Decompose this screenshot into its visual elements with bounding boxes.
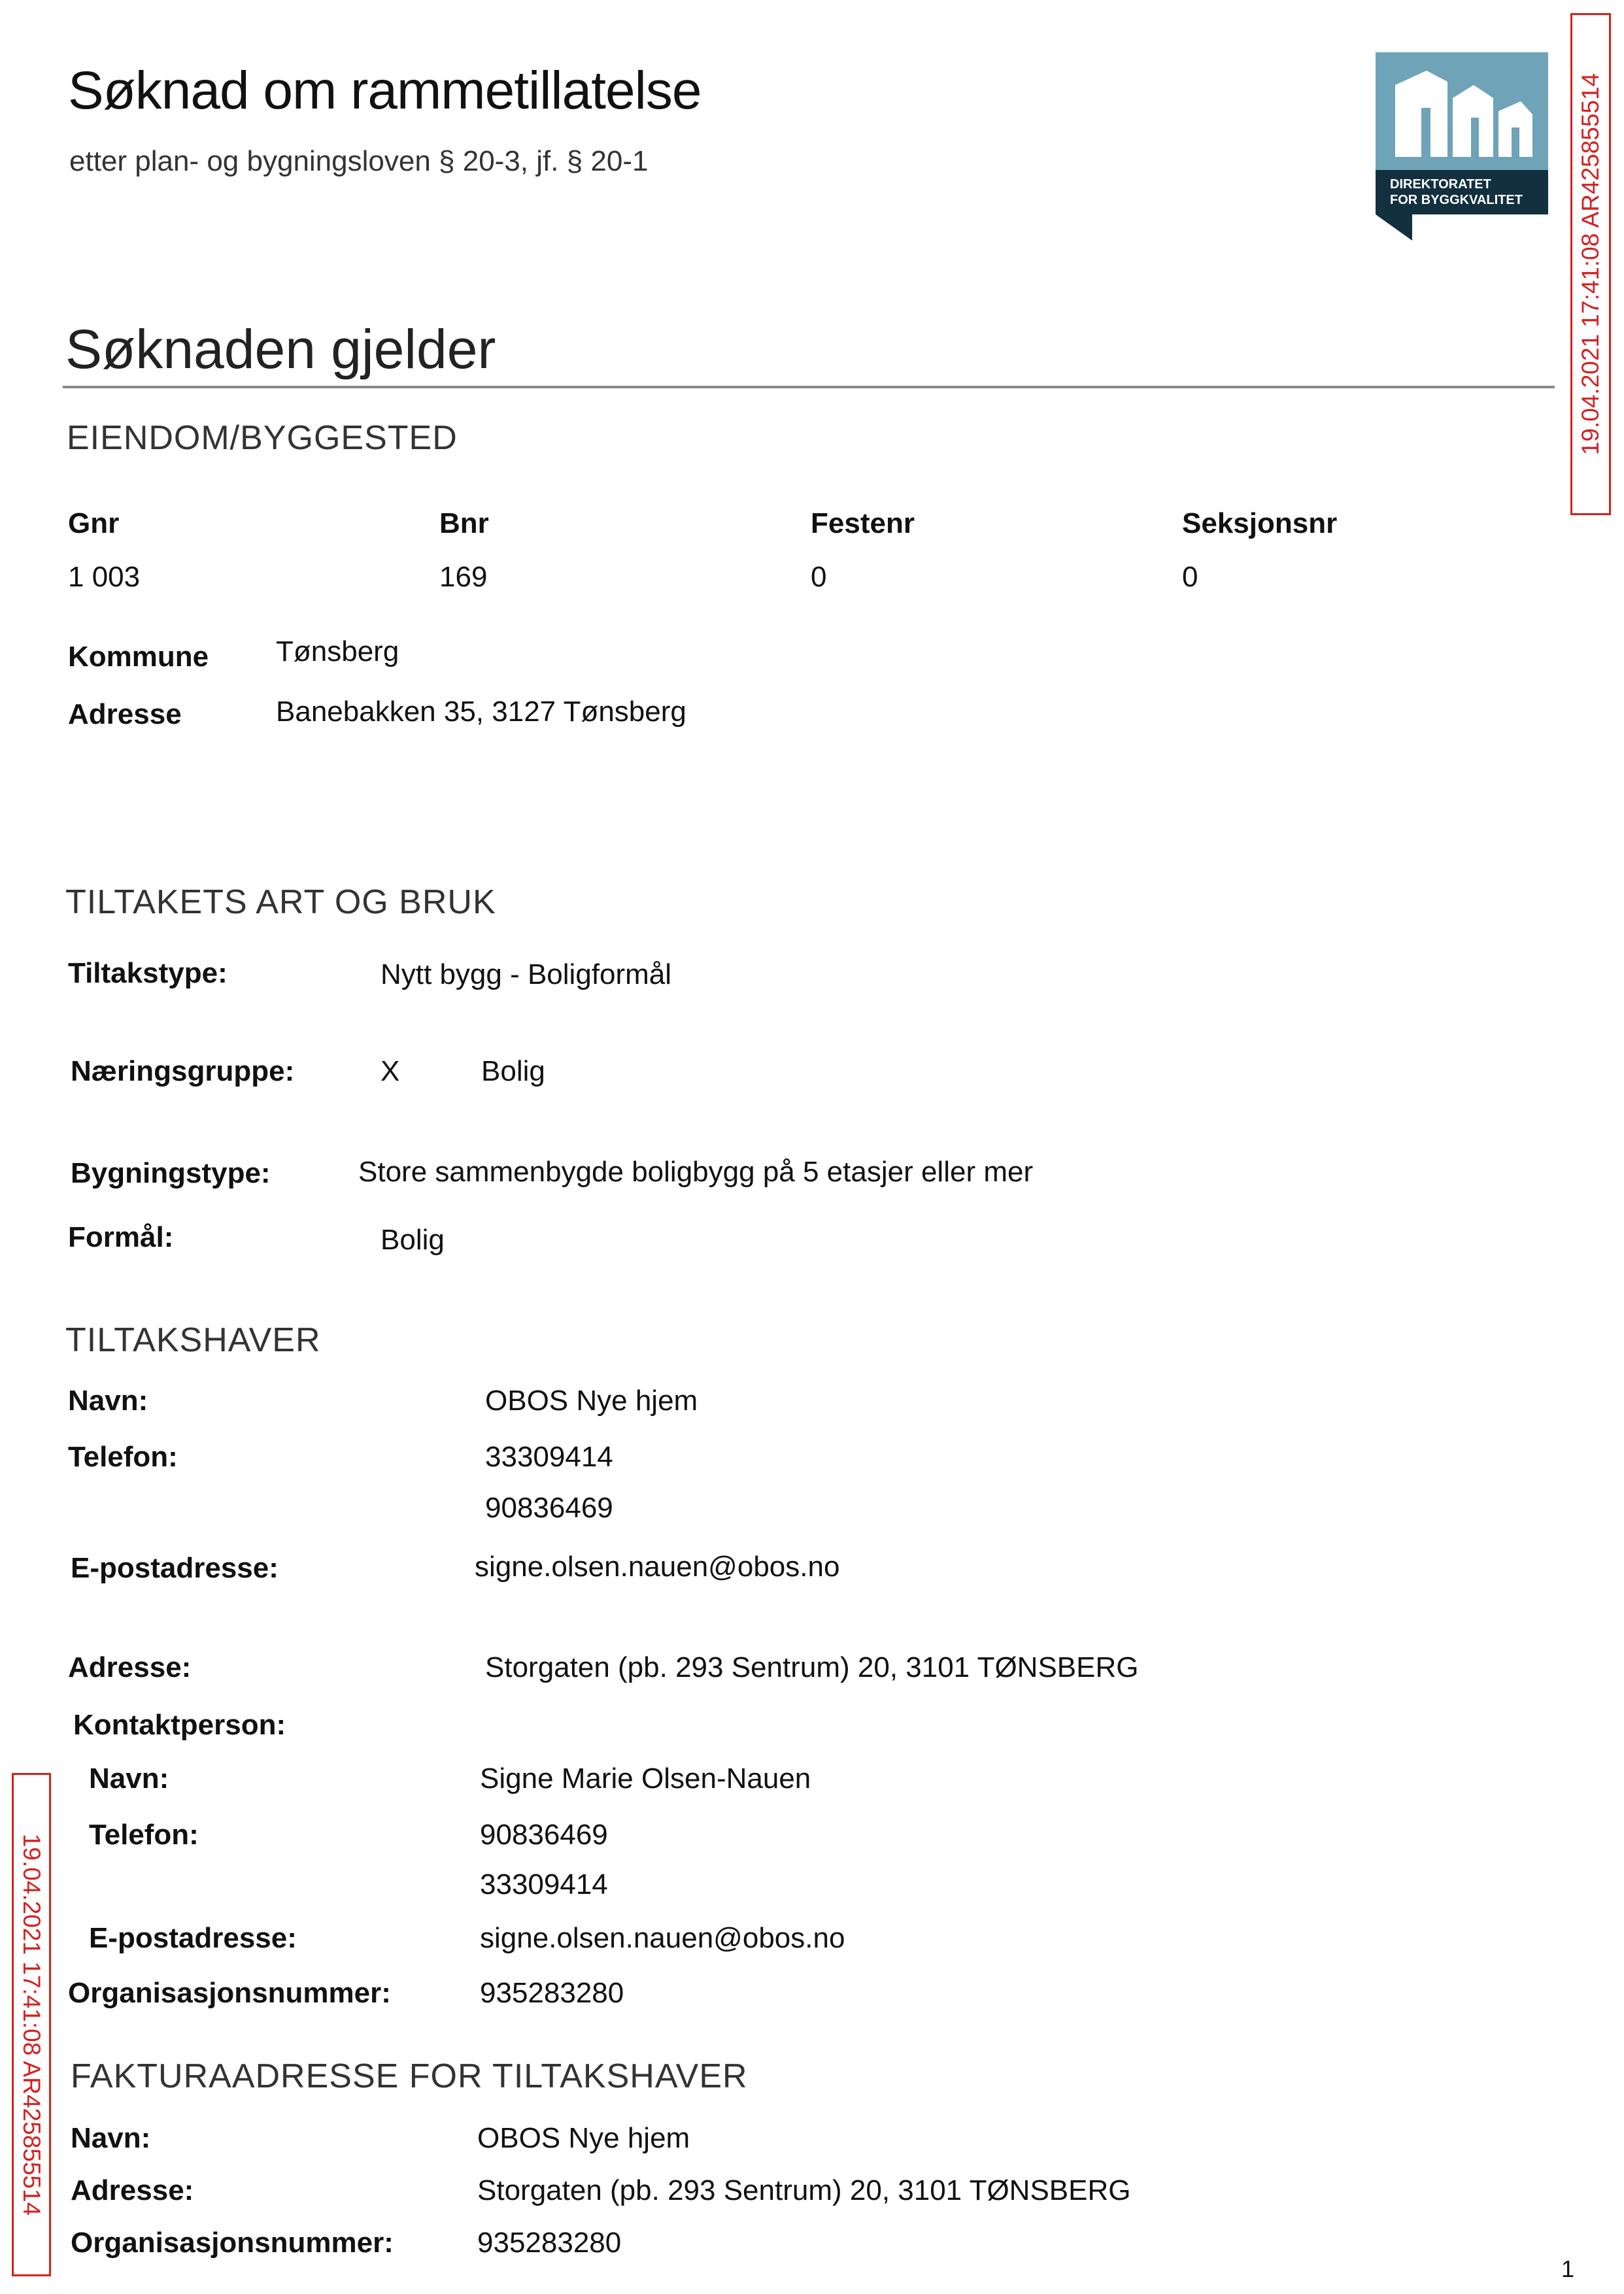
tiltakshaver-epost-value: signe.olsen.nauen@obos.no [475, 1551, 840, 1583]
naeringsgruppe-value: Bolig [481, 1055, 545, 1087]
tiltak-heading: TILTAKETS ART OG BRUK [65, 883, 496, 921]
faktura-navn-label: Navn: [71, 2122, 151, 2154]
formaal-label: Formål: [68, 1221, 174, 1253]
kontakt-epost-label: E-postadresse: [89, 1922, 297, 1954]
page-number: 1 [1561, 2255, 1575, 2282]
section-title: Søknaden gjelder [65, 318, 496, 380]
tiltakshaver-adresse-label: Adresse: [68, 1651, 192, 1683]
kontakt-navn-label: Navn: [89, 1763, 169, 1795]
eiendom-heading: EIENDOM/BYGGESTED [67, 419, 458, 457]
orgnr-label: Organisasjonsnummer: [68, 1977, 391, 2009]
gnr-label: Gnr [68, 507, 120, 539]
tiltakstype-value: Nytt bygg - Boligformål [381, 958, 672, 990]
logo-text-line1: DIREKTORATET [1390, 177, 1491, 192]
gnr-value: 1 003 [68, 561, 141, 593]
stamp-text: 19.04.2021 17:41:08 AR425855514 [1577, 73, 1604, 456]
kontakt-telefon-label: Telefon: [89, 1819, 199, 1851]
kontakt-telefon-value-1: 90836469 [480, 1819, 608, 1851]
tiltakshaver-telefon-value-1: 33309414 [485, 1441, 613, 1473]
section-divider [63, 386, 1555, 388]
seksjonsnr-label: Seksjonsnr [1182, 507, 1338, 539]
faktura-orgnr-value: 935283280 [477, 2227, 622, 2259]
naeringsgruppe-code: X [381, 1055, 400, 1087]
faktura-adresse-label: Adresse: [71, 2174, 194, 2206]
logo-graphic [1376, 52, 1548, 241]
festenr-value: 0 [811, 561, 827, 593]
naeringsgruppe-label: Næringsgruppe: [71, 1055, 295, 1087]
tiltakshaver-epost-label: E-postadresse: [71, 1552, 279, 1584]
bygningstype-label: Bygningstype: [71, 1157, 271, 1189]
stamp-text: 19.04.2021 17:41:08 AR425855514 [18, 1833, 45, 2216]
faktura-adresse-value: Storgaten (pb. 293 Sentrum) 20, 3101 TØNSBERG [477, 2174, 1131, 2206]
kontakt-navn-value: Signe Marie Olsen-Nauen [480, 1763, 811, 1795]
timestamp-stamp-left [12, 1773, 51, 2276]
adresse-value: Banebakken 35, 3127 Tønsberg [276, 696, 686, 728]
kontakt-epost-value: signe.olsen.nauen@obos.no [480, 1922, 845, 1954]
kontaktperson-label: Kontaktperson: [73, 1709, 286, 1741]
kommune-value: Tønsberg [276, 635, 399, 667]
document-title: Søknad om rammetillatelse [68, 61, 702, 120]
tiltakshaver-telefon-label: Telefon: [68, 1441, 178, 1473]
tiltakshaver-telefon-value-2: 90836469 [485, 1492, 613, 1524]
logo-text-line2: FOR BYGGKVALITET [1390, 193, 1523, 207]
kontakt-telefon-value-2: 33309414 [480, 1868, 608, 1900]
faktura-navn-value: OBOS Nye hjem [477, 2122, 690, 2154]
document-subtitle: etter plan- og bygningsloven § 20-3, jf. § 20-1 [69, 145, 649, 177]
tiltakstype-label: Tiltakstype: [68, 957, 228, 989]
timestamp-stamp-right [1570, 13, 1611, 515]
bnr-value: 169 [439, 561, 488, 593]
dibk-logo [1376, 52, 1548, 241]
tiltakshaver-navn-label: Navn: [68, 1385, 148, 1417]
tiltakshaver-heading: TILTAKSHAVER [65, 1321, 321, 1359]
formaal-value: Bolig [381, 1224, 445, 1256]
festenr-label: Festenr [811, 507, 915, 539]
orgnr-value: 935283280 [480, 1977, 624, 2009]
adresse-label: Adresse [68, 698, 182, 730]
seksjonsnr-value: 0 [1182, 561, 1198, 593]
bygningstype-value: Store sammenbygde boligbygg på 5 etasjer eller mer [358, 1156, 1034, 1188]
tiltakshaver-adresse-value: Storgaten (pb. 293 Sentrum) 20, 3101 TØNSBERG [485, 1651, 1139, 1683]
kommune-label: Kommune [68, 641, 209, 673]
bnr-label: Bnr [439, 507, 489, 539]
faktura-heading: FAKTURAADRESSE FOR TILTAKSHAVER [71, 2057, 748, 2095]
faktura-orgnr-label: Organisasjonsnummer: [71, 2227, 394, 2259]
tiltakshaver-navn-value: OBOS Nye hjem [485, 1385, 698, 1417]
